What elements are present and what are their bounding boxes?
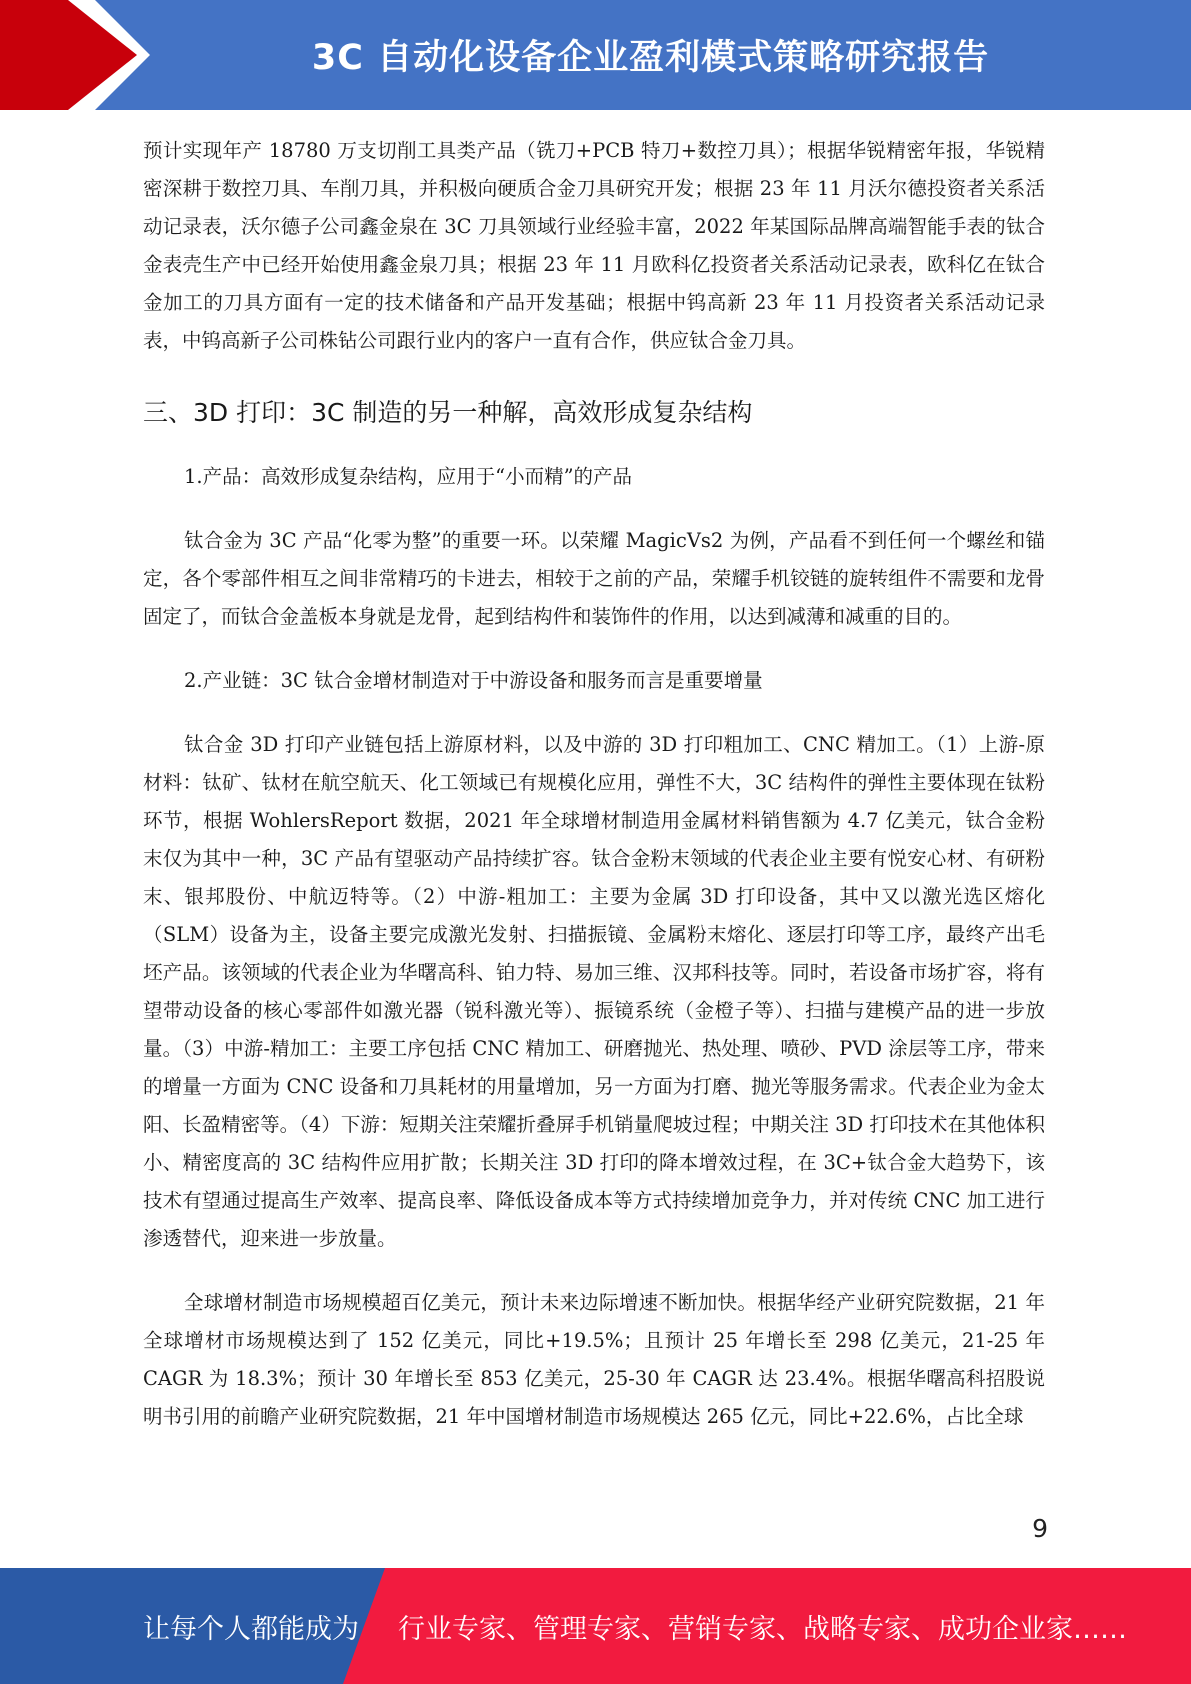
- footer-slogan-right: 行业专家、管理专家、营销专家、战略专家、成功企业家……: [398, 1613, 1127, 1645]
- subheading-industry-chain: 2.产业链：3C 钛合金增材制造对于中游设备和服务而言是重要增量: [184, 669, 763, 692]
- paragraph-cutting-tools: 预计实现年产 18780 万支切削工具类产品（铣刀+PCB 特刀+数控刀具）；根据华锐精密年报，华锐精密深耕于数控刀具、车削刀具，并积极向硬质合金刀具研究开发；根据 23 年 11 月沃尔德投资者关系活动记录表，沃尔德子公司鑫金泉在 3C 刀具领域行业经验丰富，2022 年某国际品牌高端智能手表的钛合金表壳生产中已经开始使用鑫金泉刀具；根据 23 年 11 月欧科亿投资者关系活动记录表，欧科亿在钛合金加工的刀具方面有一定的技术储备和产品开发基础；根据中钨高新 23 年 11 月投资者关系活动记录表，中钨高新子公司株钻公司跟行业内的客户一直有合作，供应钛合金刀具。: [143, 139, 1045, 352]
- footer-slogan-left: 让每个人都能成为: [143, 1613, 359, 1645]
- document-body: [143, 132, 1045, 1436]
- paragraph-industry-chain: 钛合金 3D 打印产业链包括上游原材料，以及中游的 3D 打印粗加工、CNC 精加工。（1）上游-原材料：钛矿、钛材在航空航天、化工领域已有规模化应用，弹性不大，3C 结构件的弹性主要体现在钛粉环节，根据 WohlersReport 数据，2021 年全球增材制造用金属材料销售额为 4.7 亿美元，钛合金粉末仅为其中一种，3C 产品有望驱动产品持续扩容。钛合金粉末领域的代表企业主要有悦安心材、有研粉末、银邦股份、中航迈特等。（2）中游-粗加工：主要为金属 3D 打印设备，其中又以激光选区熔化（SLM）设备为主，设备主要完成激光发射、扫描振镜、金属粉末熔化、逐层打印等工序，最终产出毛坯产品。该领域的代表企业为华曙高科、铂力特、易加三维、汉邦科技等。同时，若设备市场扩容，将有望带动设备的核心零部件如激光器（锐科激光等）、振镜系统（金橙子等）、扫描与建模产品的进一步放量。（3）中游-精加工：主要工序包括 CNC 精加工、研磨抛光、热处理、喷砂、PVD 涂层等工序，带来的增量一方面为 CNC 设备和刀具耗材的用量增加，另一方面为打磨、抛光等服务需求。代表企业为金太阳、长盈精密等。（4）下游：短期关注荣耀折叠屏手机销量爬坡过程；中期关注 3D 打印技术在其他体积小、精密度高的 3C 结构件应用扩散；长期关注 3D 打印的降本增效过程，在 3C+钛合金大趋势下，该技术有望通过提高生产效率、提高良率、降低设备成本等方式持续增加竞争力，并对传统 CNC 加工进行渗透替代，迎来进一步放量。: [143, 733, 1045, 1250]
- section-heading-3d-printing: 三、3D 打印：3C 制造的另一种解，高效形成复杂结构: [143, 398, 753, 427]
- report-title: 3C 自动化设备企业盈利模式策略研究报告: [311, 38, 990, 78]
- page-header: [0, 0, 1191, 110]
- page-footer: [0, 1568, 1191, 1684]
- paragraph-market-size: 全球增材制造市场规模超百亿美元，预计未来边际增速不断加快。根据华经产业研究院数据，21 年全球增材市场规模达到了 152 亿美元，同比+19.5%；且预计 25 年增长至 298 亿美元，21-25 年 CAGR 为 18.3%；预计 30 年增长至 853 亿美元，25-30 年 CAGR 达 23.4%。根据华曙高科招股说明书引用的前瞻产业研究院数据，21 年中国增材制造市场规模达 265 亿元，同比+22.6%，占比全球: [143, 1291, 1045, 1428]
- paragraph-titanium-magicvs2: 钛合金为 3C 产品“化零为整”的重要一环。以荣耀 MagicVs2 为例，产品看不到任何一个螺丝和锚定，各个零部件相互之间非常精巧的卡进去，相较于之前的产品，荣耀手机铰链的旋转组件不需要和龙骨固定了，而钛合金盖板本身就是龙骨，起到结构件和装饰件的作用，以达到减薄和减重的目的。: [143, 529, 1045, 628]
- header-red-arrow-shape: [0, 0, 150, 110]
- page-number: 9: [1032, 1514, 1048, 1543]
- subheading-product: 1.产品：高效形成复杂结构，应用于“小而精”的产品: [184, 465, 633, 488]
